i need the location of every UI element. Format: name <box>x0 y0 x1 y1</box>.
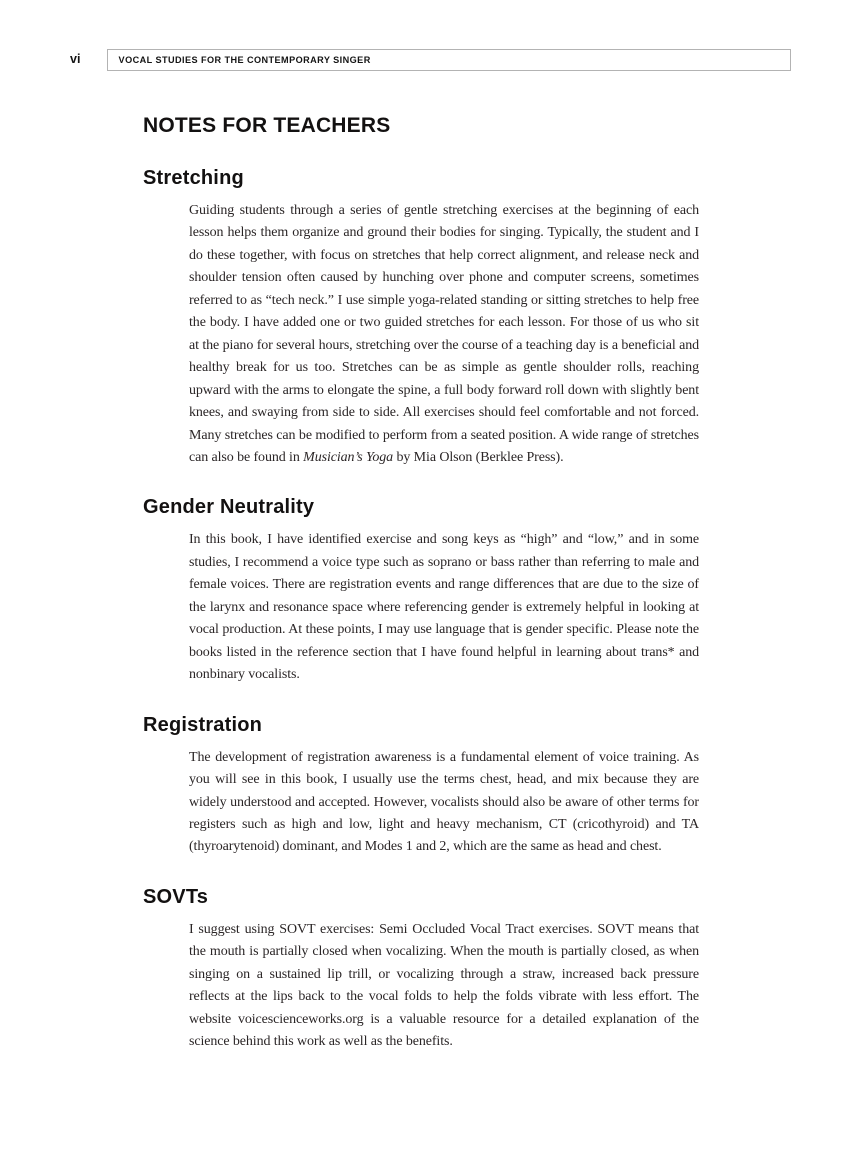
section-gender-neutrality <box>143 494 703 686</box>
section-registration <box>143 712 703 859</box>
text-segment: In this book, I have identified exercise and song keys as “high” and “low,” and in some studies, I recommend a voice type such as soprano or bass rather than referring to male and female voices. There are registration events and range differences that are due to the size of the larynx and resonance space where referencing gender is extremely helpful in looking at vocal production. At these points, I may use language that is gender specific. Please note the books listed in the reference section that I have found helpful in learning about trans* and nonbinary vocalists. <box>189 532 699 683</box>
text-segment: Guiding students through a series of gentle stretching exercises at the beginning of each lesson helps them organize and ground their bodies for singing. Typically, the student and I do these together, with focus on stretches that help correct alignment, and release neck and shoulder tension often caused by hunching over phone and computer screens, sometimes referred to as “tech neck.” I use simple yoga-related standing or sitting stretches to help free the body. I have added one or two guided stretches for each lesson. For those of us who sit at the piano for several hours, stretching over the course of a teaching day is a beneficial and healthy break for us too. Stretches can be as simple as gentle shoulder rolls, reaching upward with the arms to elongate the spine, a full body forward roll down with slightly bent knees, and swaying from side to side. All exercises should feel comfortable and not forced. Many stretches can be modified to perform from a seated position. A wide range of stretches can also be found in <box>189 203 699 465</box>
section-paragraph-gender-neutrality <box>189 529 699 686</box>
running-header-title: VOCAL STUDIES FOR THE CONTEMPORARY SINGER <box>118 54 371 66</box>
book-title-italic: Musician’s Yoga <box>303 449 394 465</box>
page-content <box>143 112 703 1054</box>
text-segment: I suggest using SOVT exercises: Semi Occluded Vocal Tract exercises. SOVT means that the mouth is partially closed when vocalizing. When the mouth is partially closed, as when singing on a sustained lip trill, or vocalizing through a straw, increased back pressure reflects at the lips back to the vocal folds to help the folds vibrate with less effort. The website voicescienceworks.org is a valuable resource for a detailed explanation of the science behind this work as well as the benefits. <box>189 921 699 1050</box>
section-heading-registration: Registration <box>143 713 263 736</box>
section-paragraph-sovts <box>189 919 699 1054</box>
running-header <box>0 49 864 73</box>
text-segment: The development of registration awareness is a fundamental element of voice training. As you will see in this book, I usually use the terms chest, head, and mix because they are widely understood and accepted. However, vocalists should also be aware of other terms for registers such as high and low, light and heavy mechanism, CT (cricothyroid) and TA (thyroarytenoid) dominant, and Modes 1 and 2, which are the same as head and chest. <box>189 749 699 855</box>
page-title: NOTES FOR TEACHERS <box>143 114 391 137</box>
section-paragraph-registration <box>189 747 699 859</box>
section-sovts <box>143 884 703 1054</box>
section-stretching <box>143 165 703 469</box>
section-paragraph-stretching <box>189 200 699 469</box>
section-heading-stretching: Stretching <box>143 167 244 189</box>
page-number: vi <box>70 52 81 66</box>
running-header-box <box>107 49 791 71</box>
section-heading-gender-neutrality: Gender Neutrality <box>143 496 315 519</box>
section-heading-sovts: SOVTs <box>143 885 209 908</box>
text-segment: by Mia Olson (Berklee Press). <box>393 449 564 465</box>
